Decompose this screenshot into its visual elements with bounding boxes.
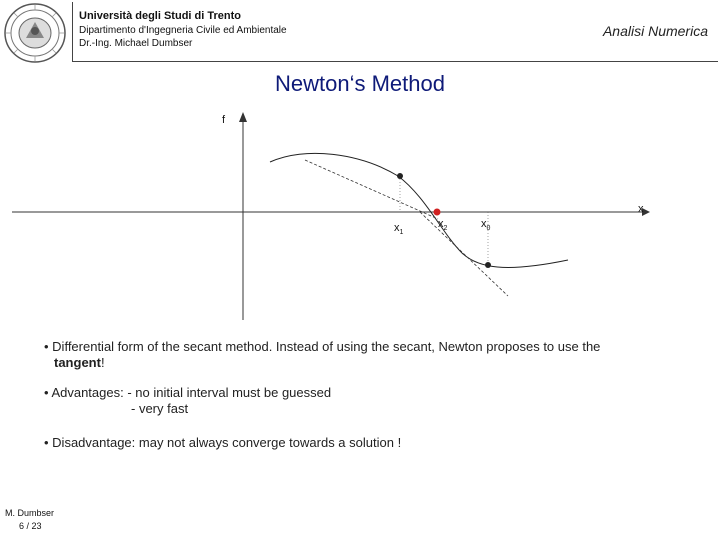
x-axis-label: x	[638, 203, 644, 215]
author-name: Dr.-Ing. Michael Dumbser	[79, 38, 193, 49]
y-axis-label: f	[222, 114, 226, 126]
department-name: Dipartimento d'Ingegneria Civile ed Ambientale	[79, 25, 287, 36]
newton-method-diagram	[0, 108, 720, 328]
point-x2-highlight	[434, 209, 441, 216]
point-on-curve-x1	[397, 173, 403, 179]
bullet-1-text: • Differential form of the secant method. Instead of using the secant, Newton proposes to use the	[44, 339, 601, 354]
bullet-1-bold-word: tangent	[54, 355, 101, 370]
slide-title: Newton‘s Method	[275, 71, 445, 96]
bullet-advantages: • Advantages: - no initial interval must be guessed	[44, 385, 332, 400]
bullet-1-suffix: !	[100, 355, 105, 370]
footer-author: M. Dumbser	[5, 508, 55, 518]
bullet-disadvantage: • Disadvantage: may not always converge towards a solution !	[44, 435, 402, 450]
label-x1: $x_1$	[394, 222, 404, 236]
label-x2: $x_2$	[438, 218, 448, 232]
bullet-advantages-line2: - very fast	[131, 401, 189, 416]
y-axis-arrow	[239, 112, 247, 122]
footer-page-number: 6 / 23	[19, 521, 42, 531]
university-seal-logo	[2, 2, 68, 64]
function-curve	[270, 153, 568, 267]
bullet-differential-form	[44, 339, 684, 355]
course-title: Analisi Numerica	[602, 23, 708, 39]
university-name: Università degli Studi di Trento	[79, 10, 241, 22]
tangent-line-at-x0	[305, 160, 438, 219]
label-x0: $x_0$	[481, 218, 491, 232]
header-divider-horizontal	[72, 61, 718, 62]
bullet-1-continuation	[54, 355, 105, 370]
tangent-line-at-x1	[420, 212, 508, 296]
point-on-curve-x0	[485, 262, 491, 268]
header-divider-vertical	[72, 2, 73, 62]
